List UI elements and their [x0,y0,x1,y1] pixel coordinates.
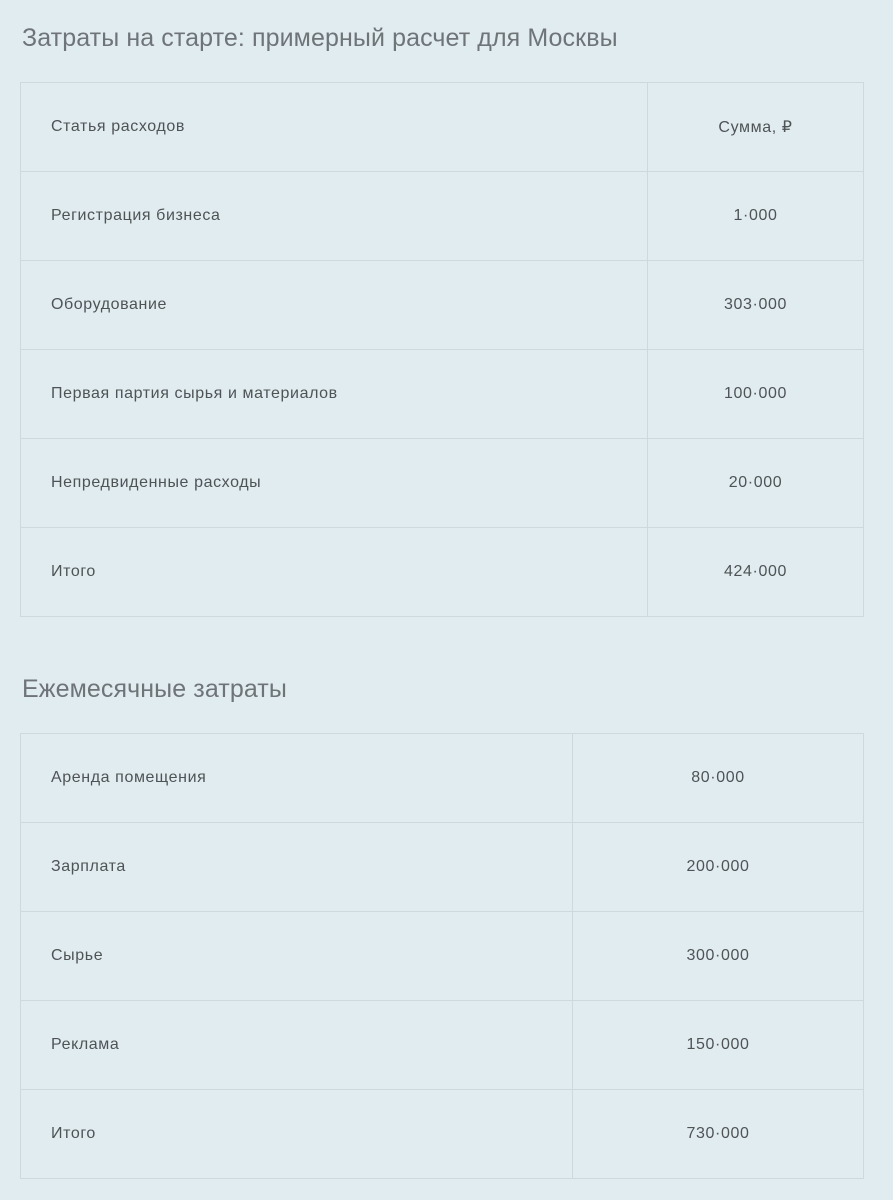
row-item: Зарплата [21,823,573,912]
row-amount: 1·000 [648,172,864,261]
startup-costs-title: Затраты на старте: примерный расчет для Москвы [22,24,618,52]
total-label: Итого [21,1090,573,1179]
table-row [21,172,864,261]
total-amount: 424·000 [648,528,864,617]
row-amount: 100·000 [648,350,864,439]
row-item: Регистрация бизнеса [21,172,648,261]
row-amount: 150·000 [573,1001,864,1090]
row-amount: 303·000 [648,261,864,350]
row-item: Реклама [21,1001,573,1090]
row-amount: 200·000 [573,823,864,912]
monthly-costs-title: Ежемесячные затраты [22,675,287,703]
startup-costs-table [20,82,864,617]
total-row [21,1090,864,1179]
row-item: Оборудование [21,261,648,350]
table-row [21,439,864,528]
row-amount: 80·000 [573,734,864,823]
monthly-costs-table [20,733,864,1179]
table-row [21,261,864,350]
total-label: Итого [21,528,648,617]
total-row [21,528,864,617]
row-item: Непредвиденные расходы [21,439,648,528]
table-row [21,1001,864,1090]
table-row [21,912,864,1001]
total-amount: 730·000 [573,1090,864,1179]
row-amount: 300·000 [573,912,864,1001]
row-item: Первая партия сырья и материалов [21,350,648,439]
table-row [21,350,864,439]
row-amount: 20·000 [648,439,864,528]
table-row [21,734,864,823]
row-item: Аренда помещения [21,734,573,823]
table-header-row [21,83,864,172]
column-header-amount: Сумма, ₽ [648,83,864,172]
row-item: Сырье [21,912,573,1001]
table-row [21,823,864,912]
column-header-item: Статья расходов [21,83,648,172]
